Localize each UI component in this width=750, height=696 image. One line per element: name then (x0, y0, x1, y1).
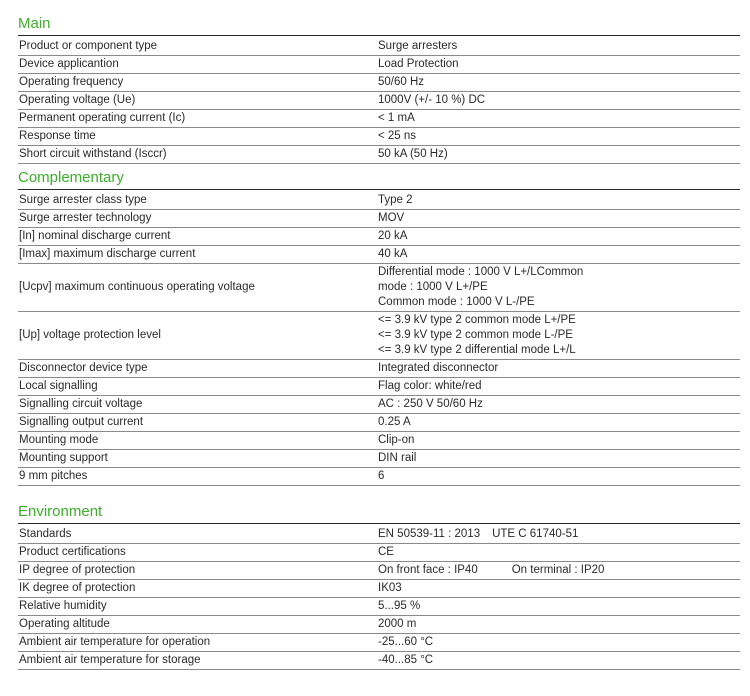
row-value: On front face : IP40 On terminal : IP20 (378, 564, 605, 576)
row-label: [Imax] maximum discharge current (19, 248, 196, 260)
row-value: < 25 ns (378, 130, 417, 142)
row-label: [Ucpv] maximum continuous operating voltage (19, 281, 255, 293)
row-label: Disconnector device type (19, 362, 148, 374)
row-value: IK03 (378, 582, 402, 594)
row-value: -25...60 °C (378, 636, 434, 648)
table-row (18, 580, 740, 598)
table-row (18, 414, 740, 432)
section-environment (18, 502, 740, 670)
row-label: Operating voltage (Ue) (19, 94, 136, 106)
row-label: Operating altitude (19, 618, 110, 630)
row-value: EN 50539-11 : 2013 UTE C 61740-51 (378, 528, 579, 540)
row-label: Relative humidity (19, 600, 107, 612)
spacer (18, 486, 740, 502)
row-value: 0.25 A (378, 416, 411, 428)
row-value: <= 3.9 kV type 2 common mode L+/PE <= 3.9 kV type 2 common mode L-/PE <= 3.9 kV type 2 differential mode L+/L (378, 314, 576, 356)
table-row (18, 634, 740, 652)
row-value: < 1 mA (378, 112, 415, 124)
row-value: DIN rail (378, 452, 417, 464)
row-label: Ambient air temperature for operation (19, 636, 211, 648)
table-row (18, 312, 740, 360)
row-value: Clip-on (378, 434, 415, 446)
row-label: Surge arrester class type (19, 194, 147, 206)
table-row (18, 210, 740, 228)
row-value: -40...85 °C (378, 654, 434, 666)
row-value: Surge arresters (378, 40, 458, 52)
table-row (18, 128, 740, 146)
row-value: 50 kA (50 Hz) (378, 148, 448, 160)
table-row (18, 616, 740, 634)
row-label: [Up] voltage protection level (19, 329, 161, 341)
table-row (18, 110, 740, 128)
row-value: 20 kA (378, 230, 408, 242)
row-label: Signalling circuit voltage (19, 398, 143, 410)
row-label: Signalling output current (19, 416, 144, 428)
section-complementary (18, 168, 740, 486)
row-value: 2000 m (378, 618, 417, 630)
section-title: Environment (18, 502, 740, 524)
row-value: 1000V (+/- 10 %) DC (378, 94, 486, 106)
table-row (18, 146, 740, 164)
row-label: Local signalling (19, 380, 98, 392)
table-row (18, 562, 740, 580)
row-label: Device applicantion (19, 58, 119, 70)
table-row (18, 450, 740, 468)
row-value: AC : 250 V 50/60 Hz (378, 398, 483, 410)
table-row (18, 652, 740, 670)
row-label: Product certifications (19, 546, 126, 558)
row-value: 5...95 % (378, 600, 421, 612)
row-label: Standards (19, 528, 72, 540)
section-title: Complementary (18, 168, 740, 190)
row-value: Load Protection (378, 58, 459, 70)
table-row (18, 378, 740, 396)
table-row (18, 228, 740, 246)
row-label: Mounting support (19, 452, 108, 464)
table-row (18, 598, 740, 616)
row-value: 40 kA (378, 248, 408, 260)
table-row (18, 360, 740, 378)
section-main (18, 14, 740, 164)
row-value: 6 (378, 470, 385, 482)
table-row (18, 192, 740, 210)
row-label: [In] nominal discharge current (19, 230, 171, 242)
row-label: Response time (19, 130, 96, 142)
spec-sheet (18, 14, 740, 670)
row-label: Surge arrester technology (19, 212, 152, 224)
row-value: Flag color: white/red (378, 380, 482, 392)
row-label: Mounting mode (19, 434, 99, 446)
row-label: Operating frequency (19, 76, 124, 88)
row-label: Permanent operating current (Ic) (19, 112, 186, 124)
table-row (18, 74, 740, 92)
table-row (18, 38, 740, 56)
row-label: IK degree of protection (19, 582, 136, 594)
table-row (18, 396, 740, 414)
row-label: Product or component type (19, 40, 158, 52)
table-row (18, 92, 740, 110)
row-value: Type 2 (378, 194, 413, 206)
table-row (18, 432, 740, 450)
table-row (18, 56, 740, 74)
row-label: Short circuit withstand (Isccr) (19, 148, 167, 160)
row-value: Integrated disconnector (378, 362, 499, 374)
table-row (18, 264, 740, 312)
row-value: 50/60 Hz (378, 76, 425, 88)
table-row (18, 246, 740, 264)
row-value: Differential mode : 1000 V L+/LCommon mode : 1000 V L+/PE Common mode : 1000 V L-/PE (378, 266, 584, 308)
row-label: Ambient air temperature for storage (19, 654, 201, 666)
row-value: MOV (378, 212, 405, 224)
row-value: CE (378, 546, 394, 558)
section-title: Main (18, 14, 740, 36)
table-row (18, 526, 740, 544)
row-label: IP degree of protection (19, 564, 136, 576)
table-row (18, 468, 740, 486)
row-label: 9 mm pitches (19, 470, 88, 482)
table-row (18, 544, 740, 562)
